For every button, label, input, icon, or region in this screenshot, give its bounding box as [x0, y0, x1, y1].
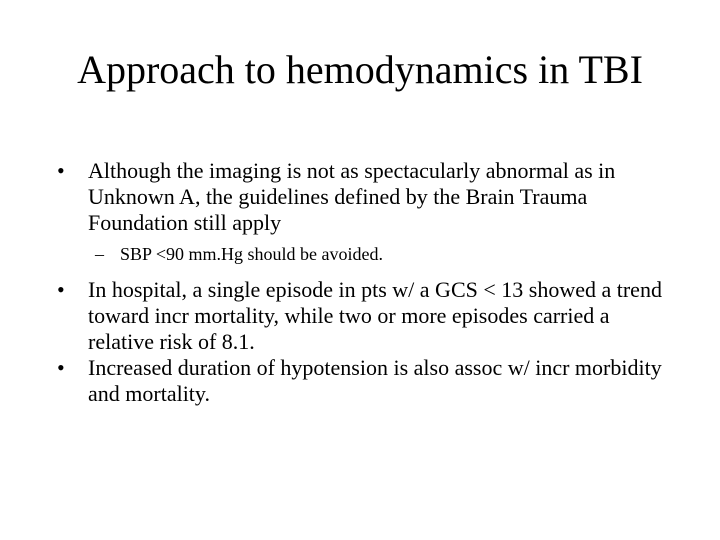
bullet-text: In hospital, a single episode in pts w/ a GCS < 13 showed a trend toward incr mortality, while two or more episodes carried a relative risk of 8.1.: [88, 277, 662, 354]
bullet-text: Increased duration of hypotension is also assoc w/ incr morbidity and mortality.: [88, 355, 662, 406]
bullet-marker: •: [57, 158, 65, 183]
sub-bullet-marker: –: [95, 244, 104, 264]
sub-bullet-text: SBP <90 mm.Hg should be avoided.: [120, 244, 383, 264]
bullet-text: Although the imaging is not as spectacularly abnormal as in Unknown A, the guidelines defined by the Brain Trauma Foundation still apply: [88, 158, 616, 235]
bullet-marker: •: [57, 355, 65, 380]
sub-bullet-item: [0, 243, 720, 265]
slide-title: Approach to hemodynamics in TBI: [77, 47, 643, 92]
bullet-item: [0, 277, 720, 355]
bullet-marker: •: [57, 277, 65, 302]
bullet-item: [0, 355, 720, 407]
slide-body: [0, 158, 720, 407]
bullet-item: [0, 158, 720, 236]
